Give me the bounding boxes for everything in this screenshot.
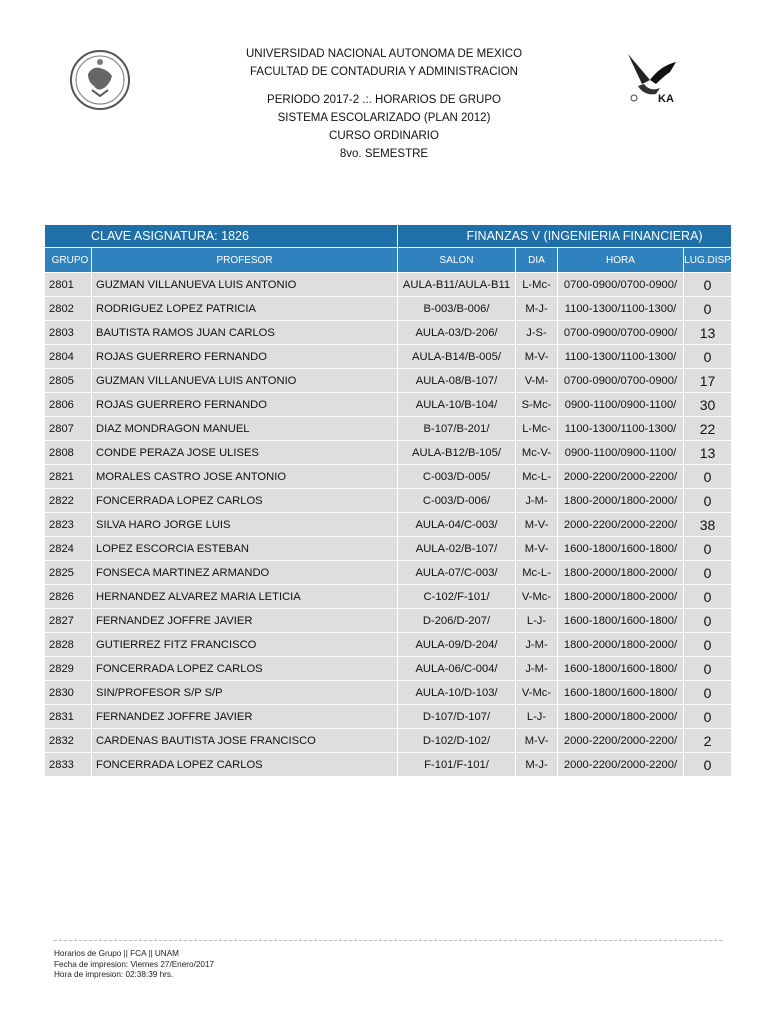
table-row xyxy=(45,369,732,393)
table-row xyxy=(45,681,732,705)
column-header-row xyxy=(45,248,732,273)
cell-hora: 1600-1800/1600-1800/ xyxy=(558,537,684,561)
cell-salon: B-107/B-201/ xyxy=(398,417,516,441)
cell-grupo: 2804 xyxy=(45,345,92,369)
cell-salon: C-102/F-101/ xyxy=(398,585,516,609)
cell-hora: 1800-2000/1800-2000/ xyxy=(558,489,684,513)
cell-grupo: 2806 xyxy=(45,393,92,417)
cell-hora: 2000-2200/2000-2200/ xyxy=(558,753,684,777)
table-row xyxy=(45,441,732,465)
table-row xyxy=(45,633,732,657)
cell-lug-disp: 22 xyxy=(684,417,732,441)
cell-profesor: SILVA HARO JORGE LUIS xyxy=(92,513,398,537)
subject-name: FINANZAS V (INGENIERIA FINANCIERA) xyxy=(398,225,732,248)
cell-salon: AULA-10/D-103/ xyxy=(398,681,516,705)
university-title: UNIVERSIDAD NACIONAL AUTONOMA DE MEXICO xyxy=(245,48,523,60)
cell-lug-disp: 38 xyxy=(684,513,732,537)
cell-lug-disp: 0 xyxy=(684,561,732,585)
cell-dia: J-M- xyxy=(516,657,558,681)
cell-profesor: ROJAS GUERRERO FERNANDO xyxy=(92,345,398,369)
svg-text:KA: KA xyxy=(658,93,674,105)
cell-lug-disp: 0 xyxy=(684,753,732,777)
cell-hora: 1100-1300/1100-1300/ xyxy=(558,345,684,369)
cell-lug-disp: 13 xyxy=(684,441,732,465)
table-row xyxy=(45,705,732,729)
cell-dia: Mc-V- xyxy=(516,441,558,465)
system-title: SISTEMA ESCOLARIZADO (PLAN 2012) xyxy=(277,112,491,124)
cell-hora: 0900-1100/0900-1100/ xyxy=(558,393,684,417)
cell-dia: M-V- xyxy=(516,513,558,537)
schedule-table xyxy=(44,224,732,777)
cell-grupo: 2828 xyxy=(45,633,92,657)
cell-lug-disp: 0 xyxy=(684,681,732,705)
cell-hora: 1800-2000/1800-2000/ xyxy=(558,705,684,729)
cell-lug-disp: 13 xyxy=(684,321,732,345)
cell-dia: L-Mc- xyxy=(516,273,558,297)
cell-lug-disp: 0 xyxy=(684,537,732,561)
cell-profesor: RODRIGUEZ LOPEZ PATRICIA xyxy=(92,297,398,321)
table-row xyxy=(45,585,732,609)
cell-profesor: DIAZ MONDRAGON MANUEL xyxy=(92,417,398,441)
faculty-title: FACULTAD DE CONTADURIA Y ADMINISTRACION xyxy=(250,66,518,78)
cell-profesor: FERNANDEZ JOFFRE JAVIER xyxy=(92,705,398,729)
cell-hora: 1600-1800/1600-1800/ xyxy=(558,657,684,681)
col-header-lug-disp: LUG.DISP xyxy=(684,248,732,273)
semester-title: 8vo. SEMESTRE xyxy=(339,148,429,160)
cell-lug-disp: 0 xyxy=(684,585,732,609)
cell-grupo: 2829 xyxy=(45,657,92,681)
cell-hora: 0700-0900/0700-0900/ xyxy=(558,273,684,297)
cell-lug-disp: 17 xyxy=(684,369,732,393)
cell-salon: AULA-03/D-206/ xyxy=(398,321,516,345)
cell-grupo: 2825 xyxy=(45,561,92,585)
cell-lug-disp: 0 xyxy=(684,657,732,681)
cell-lug-disp: 0 xyxy=(684,609,732,633)
cell-grupo: 2833 xyxy=(45,753,92,777)
cell-grupo: 2822 xyxy=(45,489,92,513)
cell-salon: D-102/D-102/ xyxy=(398,729,516,753)
cell-hora: 1800-2000/1800-2000/ xyxy=(558,633,684,657)
cell-hora: 0700-0900/0700-0900/ xyxy=(558,369,684,393)
cell-profesor: FONCERRADA LOPEZ CARLOS xyxy=(92,489,398,513)
cell-grupo: 2832 xyxy=(45,729,92,753)
cell-lug-disp: 0 xyxy=(684,273,732,297)
table-row xyxy=(45,417,732,441)
cell-profesor: CARDENAS BAUTISTA JOSE FRANCISCO xyxy=(92,729,398,753)
footer-line-3: Hora de impresion: 02:38:39 hrs. xyxy=(54,970,174,979)
table-row xyxy=(45,657,732,681)
cell-salon: C-003/D-006/ xyxy=(398,489,516,513)
cell-profesor: GUZMAN VILLANUEVA LUIS ANTONIO xyxy=(92,273,398,297)
subject-header-row xyxy=(45,225,732,248)
cell-hora: 1800-2000/1800-2000/ xyxy=(558,561,684,585)
cell-grupo: 2803 xyxy=(45,321,92,345)
cell-grupo: 2831 xyxy=(45,705,92,729)
cell-profesor: GUTIERREZ FITZ FRANCISCO xyxy=(92,633,398,657)
cell-dia: M-J- xyxy=(516,297,558,321)
cell-grupo: 2805 xyxy=(45,369,92,393)
cell-profesor: GUZMAN VILLANUEVA LUIS ANTONIO xyxy=(92,369,398,393)
footer-line-1: Horarios de Grupo || FCA || UNAM xyxy=(54,949,179,958)
cell-salon: F-101/F-101/ xyxy=(398,753,516,777)
cell-dia: J-M- xyxy=(516,489,558,513)
cell-salon: AULA-04/C-003/ xyxy=(398,513,516,537)
cell-grupo: 2801 xyxy=(45,273,92,297)
cell-dia: J-M- xyxy=(516,633,558,657)
col-header-dia: DIA xyxy=(516,248,558,273)
cell-dia: M-V- xyxy=(516,345,558,369)
cell-lug-disp: 0 xyxy=(684,633,732,657)
cell-salon: B-003/B-006/ xyxy=(398,297,516,321)
cell-lug-disp: 2 xyxy=(684,729,732,753)
period-title: PERIODO 2017-2 .:. HORARIOS DE GRUPO xyxy=(267,94,501,106)
subject-clave: CLAVE ASIGNATURA: 1826 xyxy=(45,225,398,248)
cell-profesor: SIN/PROFESOR S/P S/P xyxy=(92,681,398,705)
cell-salon: AULA-B14/B-005/ xyxy=(398,345,516,369)
course-title: CURSO ORDINARIO xyxy=(329,130,439,142)
cell-salon: AULA-07/C-003/ xyxy=(398,561,516,585)
cell-hora: 1600-1800/1600-1800/ xyxy=(558,681,684,705)
cell-hora: 2000-2200/2000-2200/ xyxy=(558,729,684,753)
cell-hora: 0700-0900/0700-0900/ xyxy=(558,321,684,345)
cell-dia: V-Mc- xyxy=(516,681,558,705)
cell-grupo: 2827 xyxy=(45,609,92,633)
table-row xyxy=(45,609,732,633)
cell-hora: 0900-1100/0900-1100/ xyxy=(558,441,684,465)
cell-salon: AULA-08/B-107/ xyxy=(398,369,516,393)
table-row xyxy=(45,513,732,537)
table-row xyxy=(45,393,732,417)
col-header-grupo: GRUPO xyxy=(45,248,92,273)
cell-dia: V-M- xyxy=(516,369,558,393)
cell-dia: J-S- xyxy=(516,321,558,345)
cell-profesor: FONCERRADA LOPEZ CARLOS xyxy=(92,753,398,777)
cell-lug-disp: 0 xyxy=(684,465,732,489)
cell-salon: AULA-10/B-104/ xyxy=(398,393,516,417)
cell-dia: M-J- xyxy=(516,753,558,777)
table-row xyxy=(45,465,732,489)
table-row xyxy=(45,297,732,321)
cell-profesor: FONSECA MARTINEZ ARMANDO xyxy=(92,561,398,585)
cell-dia: M-V- xyxy=(516,729,558,753)
cell-profesor: BAUTISTA RAMOS JUAN CARLOS xyxy=(92,321,398,345)
cell-grupo: 2821 xyxy=(45,465,92,489)
cell-salon: C-003/D-005/ xyxy=(398,465,516,489)
table-row xyxy=(45,729,732,753)
cell-grupo: 2808 xyxy=(45,441,92,465)
table-row xyxy=(45,321,732,345)
cell-salon: D-206/D-207/ xyxy=(398,609,516,633)
cell-dia: M-V- xyxy=(516,537,558,561)
cell-grupo: 2826 xyxy=(45,585,92,609)
table-row xyxy=(45,489,732,513)
cell-salon: AULA-B11/AULA-B11 xyxy=(398,273,516,297)
cell-lug-disp: 0 xyxy=(684,297,732,321)
cell-dia: S-Mc- xyxy=(516,393,558,417)
cell-salon: AULA-02/B-107/ xyxy=(398,537,516,561)
cell-hora: 1600-1800/1600-1800/ xyxy=(558,609,684,633)
cell-hora: 2000-2200/2000-2200/ xyxy=(558,513,684,537)
cell-dia: Mc-L- xyxy=(516,465,558,489)
cell-profesor: HERNANDEZ ALVAREZ MARIA LETICIA xyxy=(92,585,398,609)
table-row xyxy=(45,753,732,777)
cell-profesor: FONCERRADA LOPEZ CARLOS xyxy=(92,657,398,681)
cell-dia: L-J- xyxy=(516,705,558,729)
table-row xyxy=(45,273,732,297)
cell-grupo: 2802 xyxy=(45,297,92,321)
cell-lug-disp: 0 xyxy=(684,345,732,369)
col-header-hora: HORA xyxy=(558,248,684,273)
cell-grupo: 2807 xyxy=(45,417,92,441)
cell-lug-disp: 0 xyxy=(684,489,732,513)
table-row xyxy=(45,561,732,585)
cell-profesor: MORALES CASTRO JOSE ANTONIO xyxy=(92,465,398,489)
cell-hora: 1100-1300/1100-1300/ xyxy=(558,417,684,441)
cell-dia: V-Mc- xyxy=(516,585,558,609)
table-row xyxy=(45,537,732,561)
footer-divider xyxy=(54,940,722,941)
cell-grupo: 2824 xyxy=(45,537,92,561)
cell-hora: 1800-2000/1800-2000/ xyxy=(558,585,684,609)
cell-grupo: 2830 xyxy=(45,681,92,705)
cell-dia: Mc-L- xyxy=(516,561,558,585)
cell-profesor: ROJAS GUERRERO FERNANDO xyxy=(92,393,398,417)
cell-lug-disp: 30 xyxy=(684,393,732,417)
footer-line-2: Fecha de impresion: Viernes 27/Enero/2017 xyxy=(54,959,215,969)
cell-lug-disp: 0 xyxy=(684,705,732,729)
cell-salon: AULA-B12/B-105/ xyxy=(398,441,516,465)
cell-hora: 2000-2200/2000-2200/ xyxy=(558,465,684,489)
cell-profesor: LOPEZ ESCORCIA ESTEBAN xyxy=(92,537,398,561)
col-header-profesor: PROFESOR xyxy=(92,248,398,273)
cell-dia: L-Mc- xyxy=(516,417,558,441)
cell-salon: AULA-09/D-204/ xyxy=(398,633,516,657)
col-header-salon: SALON xyxy=(398,248,516,273)
cell-salon: AULA-06/C-004/ xyxy=(398,657,516,681)
cell-grupo: 2823 xyxy=(45,513,92,537)
cell-salon: D-107/D-107/ xyxy=(398,705,516,729)
cell-hora: 1100-1300/1100-1300/ xyxy=(558,297,684,321)
cell-profesor: CONDE PERAZA JOSE ULISES xyxy=(92,441,398,465)
cell-dia: L-J- xyxy=(516,609,558,633)
footer xyxy=(54,949,214,981)
table-row xyxy=(45,345,732,369)
cell-profesor: FERNANDEZ JOFFRE JAVIER xyxy=(92,609,398,633)
